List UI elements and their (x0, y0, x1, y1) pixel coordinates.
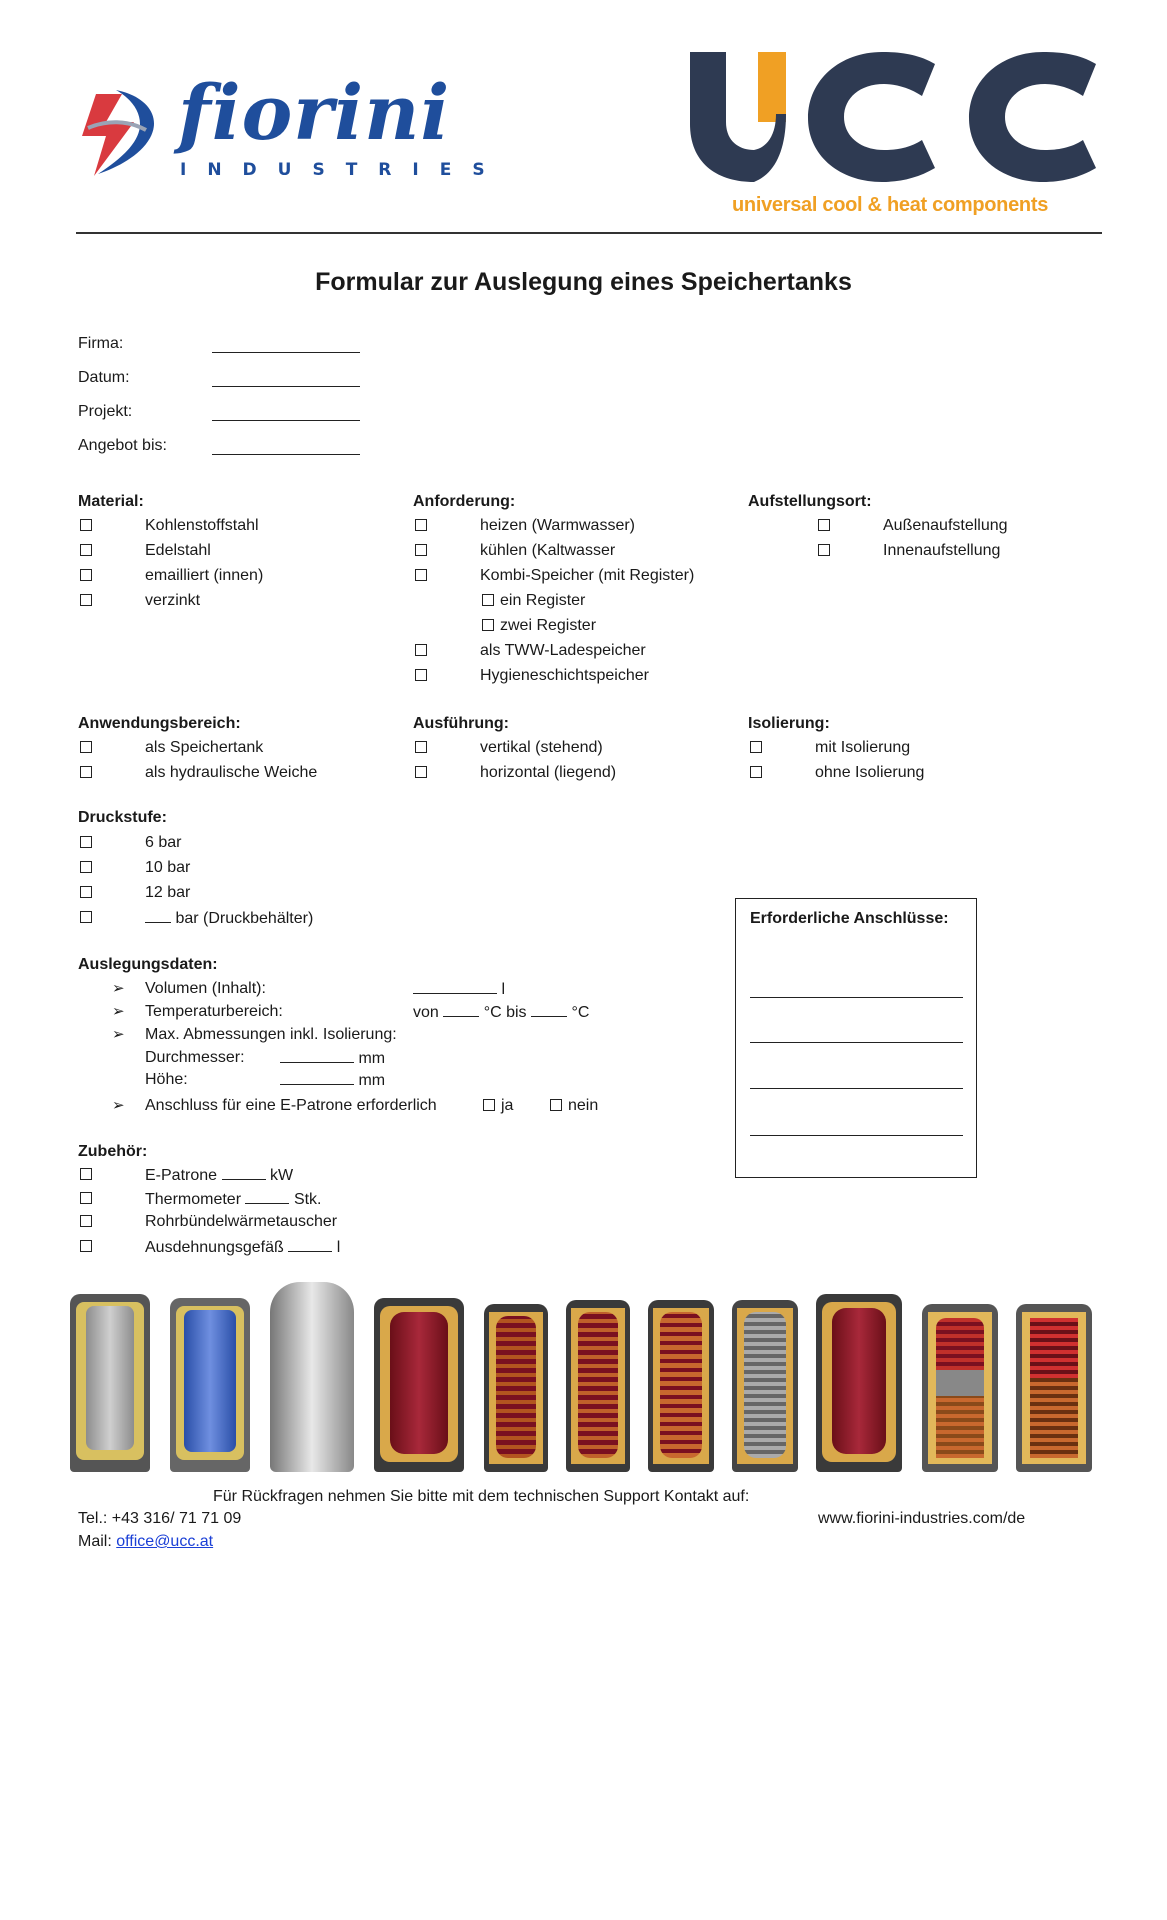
fiorini-logo (76, 68, 506, 186)
druckstufe-option: 12 bar (145, 884, 191, 901)
temp-min-input[interactable] (443, 1002, 479, 1017)
zubehoer-checkbox[interactable] (80, 1168, 92, 1180)
fiorini-wordmark: fiorini (178, 68, 451, 157)
anforderung-option: heizen (Warmwasser) (480, 517, 635, 534)
support-text: Für Rückfragen nehmen Sie bitte mit dem technischen Support Kontakt auf: (213, 1488, 750, 1505)
anforderung-checkbox[interactable] (415, 519, 427, 531)
zubehoer-heading: Zubehör: (78, 1143, 148, 1160)
anforderung-heading: Anforderung: (413, 493, 516, 510)
volumen-input[interactable] (413, 979, 497, 994)
anforderung-option: als TWW-Ladespeicher (480, 642, 646, 659)
anwendungsbereich-checkbox[interactable] (80, 766, 92, 778)
anforderung-checkbox[interactable] (415, 544, 427, 556)
footer-website[interactable]: www.fiorini-industries.com/de (818, 1510, 1026, 1527)
isolierung-heading: Isolierung: (748, 715, 830, 732)
zubehoer-epatrone-input[interactable] (222, 1165, 266, 1180)
field-projekt-label: Projekt: (78, 403, 133, 420)
auslegungsdaten-heading: Auslegungsdaten: (78, 956, 218, 973)
epatrone-ja-label: ja (501, 1097, 514, 1114)
zubehoer-thermometer-unit: Stk. (293, 1191, 322, 1208)
field-firma-input[interactable] (212, 352, 360, 353)
register-checkbox[interactable] (482, 619, 494, 631)
footer-mail-link[interactable]: office@ucc.at (116, 1533, 214, 1550)
zubehoer-thermometer-input[interactable] (245, 1189, 289, 1204)
temperatur-label: Temperaturbereich: (145, 1003, 283, 1020)
tank-image (566, 1300, 630, 1472)
aufstellungsort-option: Innenaufstellung (883, 542, 1001, 559)
material-heading: Material: (78, 493, 144, 510)
ausfuehrung-checkbox[interactable] (415, 741, 427, 753)
material-checkbox[interactable] (80, 544, 92, 556)
temperatur-field (413, 1002, 589, 1023)
anforderung-option: Kombi-Speicher (mit Register) (480, 567, 695, 584)
hoehe-field (280, 1070, 385, 1091)
zubehoer-epatrone-unit: kW (269, 1167, 294, 1184)
anschluesse-box (735, 898, 977, 1178)
zubehoer-ausdehnung (145, 1237, 340, 1258)
tank-gallery (60, 1280, 1110, 1472)
field-angebot-input[interactable] (212, 454, 360, 455)
zubehoer-ausdehnung-input[interactable] (288, 1237, 332, 1252)
epatrone-anschluss-label: Anschluss für eine E-Patrone erforderlich (145, 1097, 437, 1114)
durchmesser-field (280, 1048, 385, 1069)
page-title: Formular zur Auslegung eines Speichertanks (315, 268, 852, 296)
druckstufe-checkbox[interactable] (80, 836, 92, 848)
tank-image (922, 1304, 998, 1472)
temp-max-input[interactable] (531, 1002, 567, 1017)
register-checkbox[interactable] (482, 594, 494, 606)
hoehe-unit: mm (358, 1072, 386, 1089)
anschluss-line[interactable] (750, 1088, 963, 1089)
ucc-tagline: universal cool & heat components (732, 194, 1049, 216)
zubehoer-checkbox[interactable] (80, 1192, 92, 1204)
isolierung-checkbox[interactable] (750, 741, 762, 753)
tank-image (484, 1304, 548, 1472)
anschluss-line[interactable] (750, 1135, 963, 1136)
footer-mail-label: Mail: (78, 1533, 112, 1550)
register-option: zwei Register (500, 617, 597, 634)
druckstufe-option: 6 bar (145, 834, 182, 851)
druckstufe-custom-input[interactable] (145, 908, 171, 923)
ucc-logo (690, 52, 1100, 222)
temp-bis-label: °C bis (483, 1004, 527, 1021)
footer-tel: Tel.: +43 316/ 71 71 09 (78, 1510, 242, 1527)
temp-unit: °C (571, 1004, 590, 1021)
tank-image (816, 1294, 902, 1472)
material-checkbox[interactable] (80, 594, 92, 606)
druckstufe-checkbox[interactable] (80, 861, 92, 873)
anwendungsbereich-checkbox[interactable] (80, 741, 92, 753)
druckstufe-checkbox[interactable] (80, 886, 92, 898)
field-angebot-label: Angebot bis: (78, 437, 167, 454)
bullet-arrow-icon: ➢ (112, 980, 125, 997)
anforderung-option: Hygieneschichtspeicher (480, 667, 649, 684)
zubehoer-checkbox[interactable] (80, 1215, 92, 1227)
fiorini-industries-label: INDUSTRIES (180, 160, 506, 180)
bullet-arrow-icon: ➢ (112, 1097, 125, 1114)
zubehoer-ausdehnung-label: Ausdehnungsgefäß (145, 1239, 284, 1256)
tank-image (70, 1294, 150, 1472)
epatrone-ja-checkbox[interactable] (483, 1099, 495, 1111)
anforderung-checkbox[interactable] (415, 569, 427, 581)
anschluss-line[interactable] (750, 1042, 963, 1043)
tank-image (732, 1300, 798, 1472)
epatrone-nein-label: nein (568, 1097, 599, 1114)
druckstufe-option: 10 bar (145, 859, 191, 876)
anwendungsbereich-option: als Speichertank (145, 739, 264, 756)
isolierung-option: ohne Isolierung (815, 764, 925, 781)
register-option: ein Register (500, 592, 586, 609)
anforderung-checkbox[interactable] (415, 669, 427, 681)
anschluesse-heading: Erforderliche Anschlüsse: (750, 910, 949, 927)
aufstellungsort-option: Außenaufstellung (883, 517, 1008, 534)
material-checkbox[interactable] (80, 519, 92, 531)
material-checkbox[interactable] (80, 569, 92, 581)
druckstufe-heading: Druckstufe: (78, 809, 167, 826)
druckstufe-checkbox[interactable] (80, 911, 92, 923)
druckstufe-custom-label: bar (Druckbehälter) (175, 910, 314, 927)
anwendungsbereich-option: als hydraulische Weiche (145, 764, 318, 781)
epatrone-nein-checkbox[interactable] (550, 1099, 562, 1111)
footer-mail (78, 1532, 213, 1552)
zubehoer-thermometer-label: Thermometer (145, 1191, 242, 1208)
zubehoer-thermometer (145, 1189, 322, 1210)
ausfuehrung-option: horizontal (liegend) (480, 764, 617, 781)
anforderung-option: kühlen (Kaltwasser (480, 542, 616, 559)
tank-image (270, 1282, 354, 1472)
durchmesser-input[interactable] (280, 1048, 354, 1063)
bullet-arrow-icon: ➢ (112, 1026, 125, 1043)
hoehe-input[interactable] (280, 1070, 354, 1085)
zubehoer-rohr-label: Rohrbündelwärmetauscher (145, 1213, 338, 1230)
aufstellungsort-heading: Aufstellungsort: (748, 493, 872, 510)
zubehoer-checkbox[interactable] (80, 1240, 92, 1252)
volumen-field (413, 979, 505, 1000)
zubehoer-epatrone (145, 1165, 293, 1186)
ucc-wordmark-graphic (690, 52, 1100, 182)
zubehoer-ausdehnung-unit: l (336, 1239, 341, 1256)
material-option: Kohlenstoffstahl (145, 517, 259, 534)
ausfuehrung-checkbox[interactable] (415, 766, 427, 778)
zubehoer-epatrone-label: E-Patrone (145, 1167, 218, 1184)
isolierung-option: mit Isolierung (815, 739, 911, 756)
volumen-label: Volumen (Inhalt): (145, 980, 266, 997)
durchmesser-label: Durchmesser: (145, 1049, 245, 1066)
material-option: verzinkt (145, 592, 201, 609)
material-option: emailliert (innen) (145, 567, 264, 584)
tank-image (1016, 1304, 1092, 1472)
anforderung-checkbox[interactable] (415, 644, 427, 656)
fiorini-swirl-icon (76, 76, 166, 186)
hoehe-label: Höhe: (145, 1071, 188, 1088)
tank-image (170, 1298, 250, 1472)
material-option: Edelstahl (145, 542, 211, 559)
druckstufe-custom (145, 908, 313, 929)
field-datum-input[interactable] (212, 386, 360, 387)
aufstellungsort-checkbox[interactable] (818, 519, 830, 531)
ausfuehrung-option: vertikal (stehend) (480, 739, 603, 756)
field-datum-label: Datum: (78, 369, 130, 386)
abmessungen-label: Max. Abmessungen inkl. Isolierung: (145, 1026, 397, 1043)
durchmesser-unit: mm (358, 1050, 386, 1067)
field-projekt-input[interactable] (212, 420, 360, 421)
isolierung-checkbox[interactable] (750, 766, 762, 778)
anwendungsbereich-heading: Anwendungsbereich: (78, 715, 241, 732)
ausfuehrung-heading: Ausführung: (413, 715, 509, 732)
temp-von-label: von (413, 1004, 439, 1021)
volumen-unit: l (501, 981, 506, 998)
field-firma-label: Firma: (78, 335, 124, 352)
tank-image (374, 1298, 464, 1472)
bullet-arrow-icon: ➢ (112, 1003, 125, 1020)
aufstellungsort-checkbox[interactable] (818, 544, 830, 556)
anschluss-line[interactable] (750, 997, 963, 998)
header-divider (76, 232, 1102, 234)
tank-image (648, 1300, 714, 1472)
